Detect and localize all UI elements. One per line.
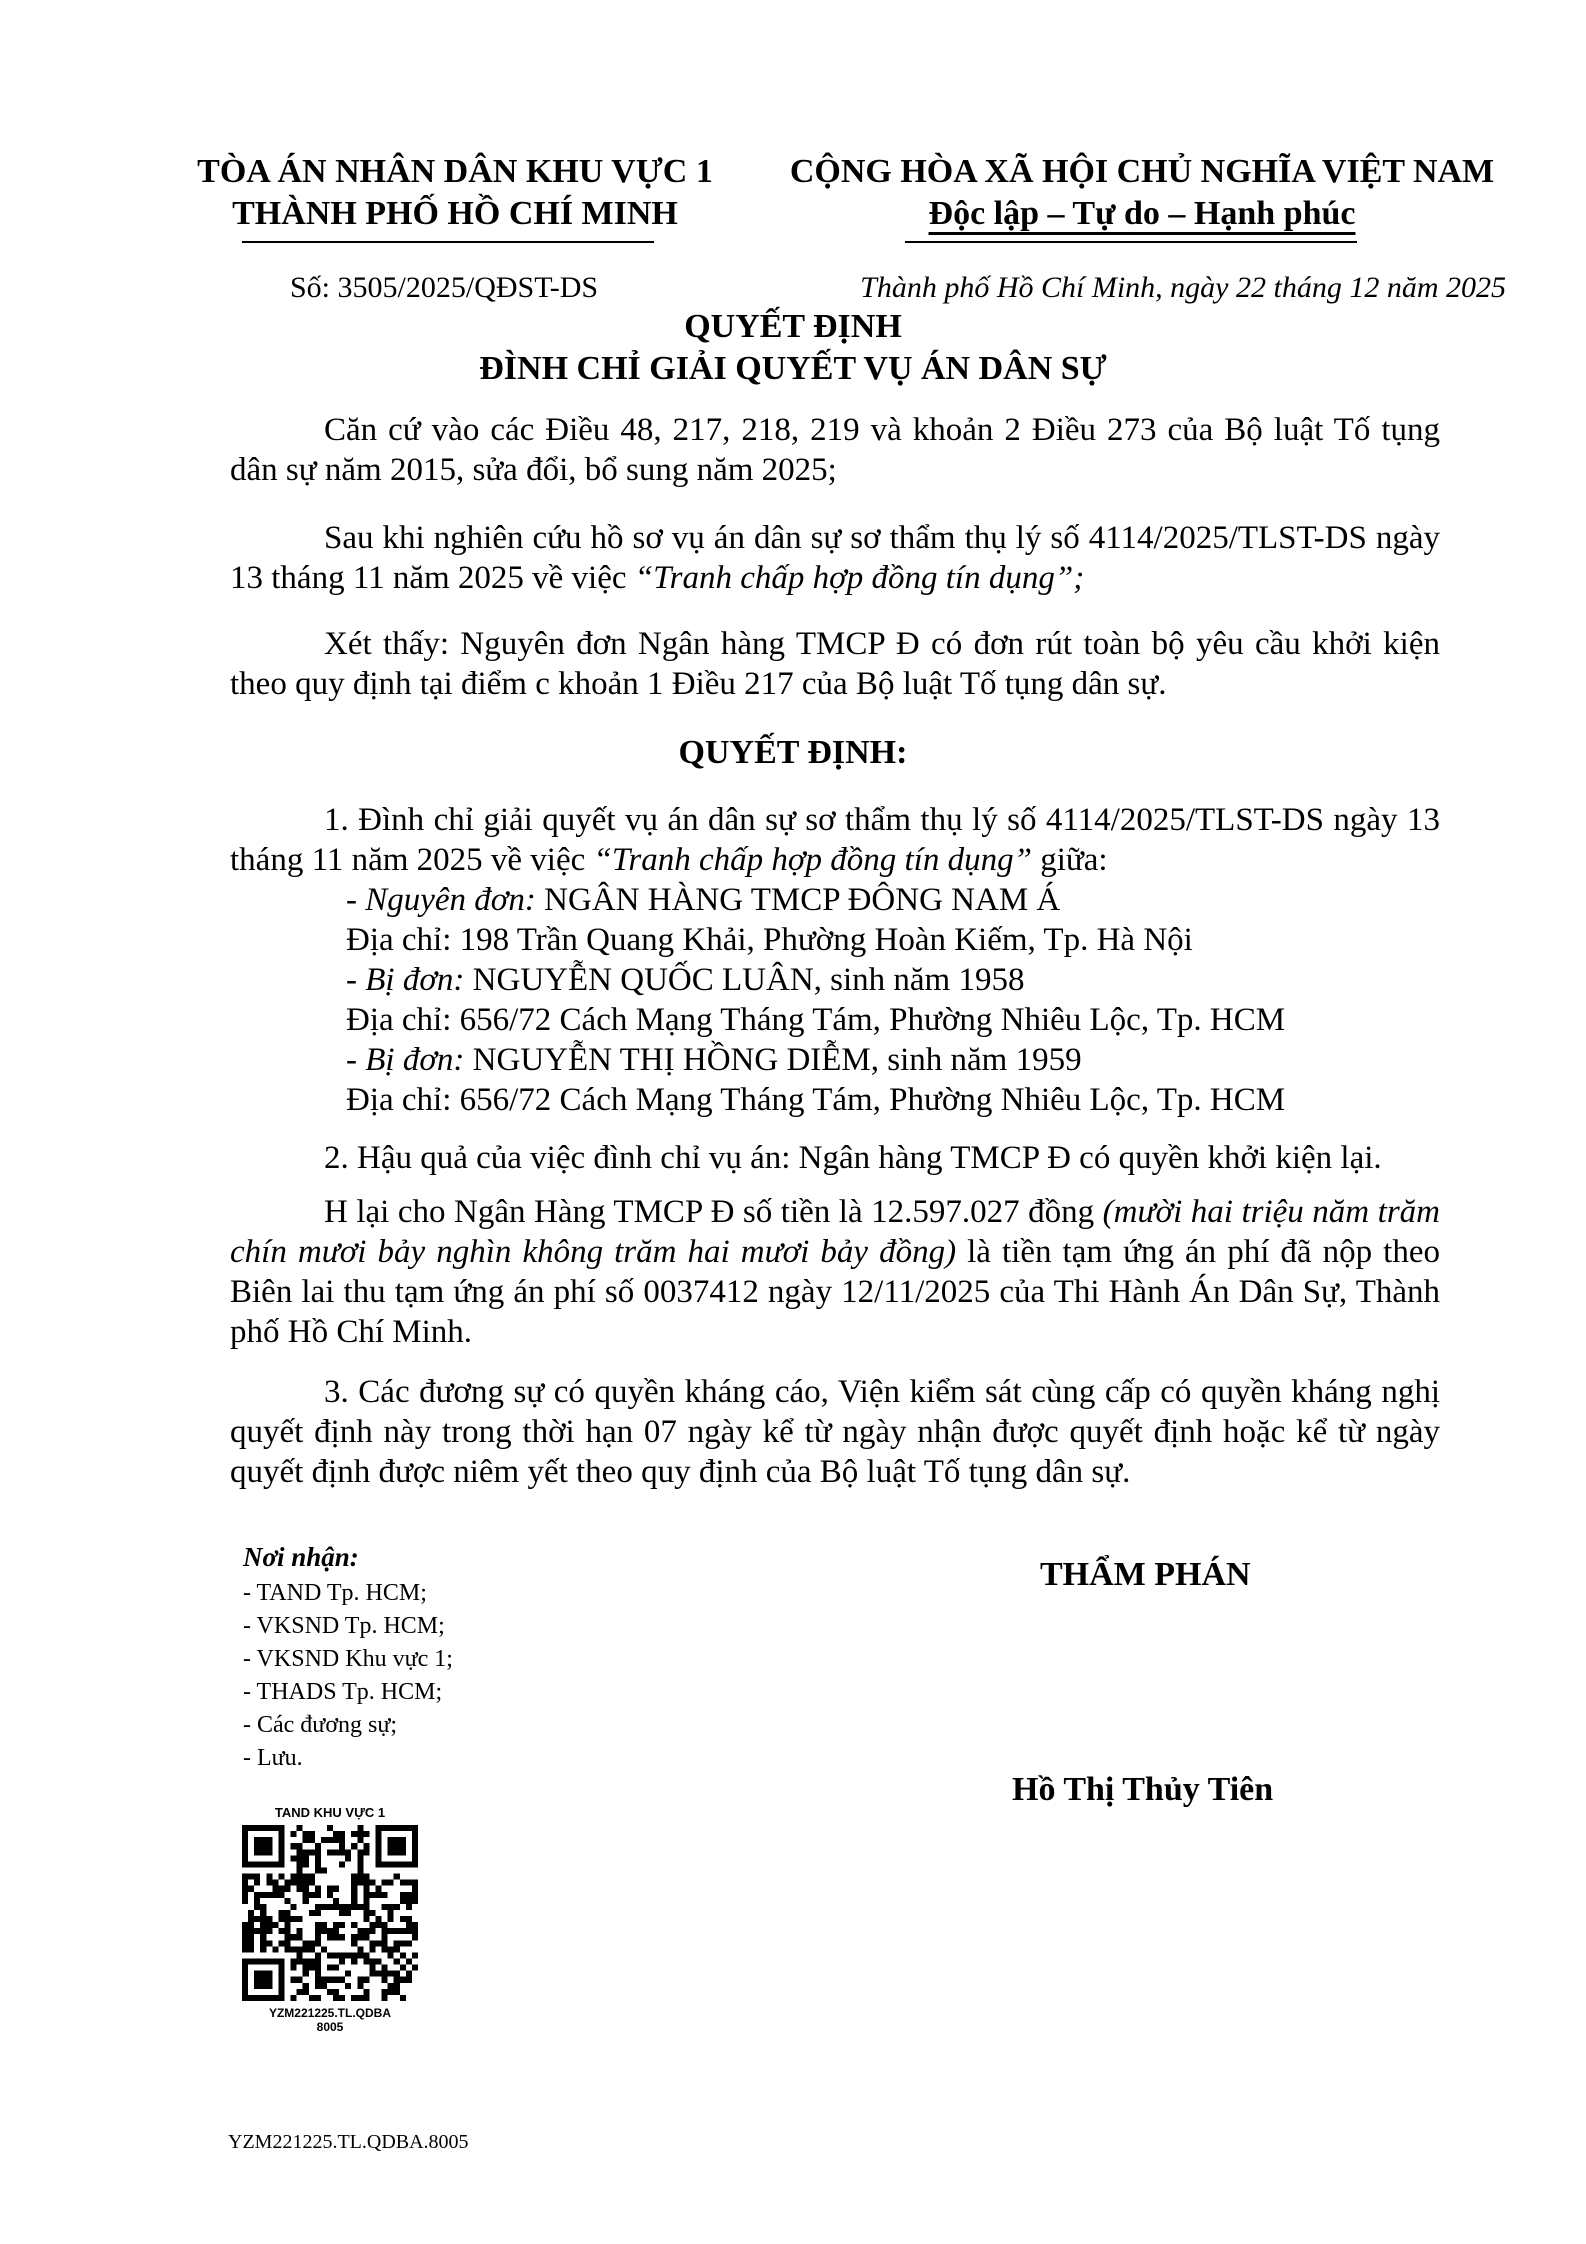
consideration-text: Xét thấy: Nguyên đơn Ngân hàng TMCP Đ có đơn rút toàn bộ yêu cầu khởi kiện theo quy định tại điểm c khoản 1 Điều 217 của Bộ luật Tố tụng dân sự. xyxy=(230,626,1440,702)
plaintiff-label: - Nguyên đơn: xyxy=(346,882,536,918)
plaintiff-line xyxy=(346,880,1060,920)
defendant-2-label: - Bị đơn: xyxy=(346,1042,465,1078)
recipient-item: - TAND Tp. HCM; xyxy=(243,1580,427,1606)
motto-underline xyxy=(905,241,1357,243)
recipients-heading: Nơi nhận: xyxy=(243,1542,359,1572)
consideration-paragraph xyxy=(230,624,1440,704)
recipient-item: - VKSND Khu vực 1; xyxy=(243,1646,453,1672)
defendant-1-name: NGUYỄN QUỐC LUÂN, sinh năm 1958 xyxy=(464,962,1025,998)
qr-caption-bottom-2: 8005 xyxy=(316,2020,344,2034)
court-underline xyxy=(242,241,654,243)
footer-document-code: YZM221225.TL.QDBA.8005 xyxy=(228,2131,469,2153)
decision-item-3 xyxy=(230,1372,1440,1492)
legal-basis-paragraph xyxy=(230,410,1440,490)
recipient-item: - Lưu. xyxy=(243,1745,303,1771)
recipient-item: - THADS Tp. HCM; xyxy=(243,1679,443,1705)
decision-item-1-suffix: giữa: xyxy=(1031,842,1108,878)
court-name-line1: TÒA ÁN NHÂN DÂN KHU VỰC 1 xyxy=(197,153,713,190)
defendant-1-line xyxy=(346,960,1024,1000)
document-subtitle: ĐÌNH CHỈ GIẢI QUYẾT VỤ ÁN DÂN SỰ xyxy=(479,350,1107,387)
plaintiff-name: NGÂN HÀNG TMCP ĐÔNG NAM Á xyxy=(535,882,1061,918)
legal-basis-text: Căn cứ vào các Điều 48, 217, 218, 219 và khoản 2 Điều 273 của Bộ luật Tố tụng dân sự năm 2015, sửa đổi, bổ sung năm 2025; xyxy=(230,412,1440,488)
decision-item-1-text: 1. Đình chỉ giải quyết vụ án dân sự sơ thẩm thụ lý số 4114/2025/TLST-DS ngày 13 tháng 11 năm 2025 về việc xyxy=(230,802,1440,878)
signer-name: Hồ Thị Thủy Tiên xyxy=(1012,1771,1274,1808)
defendant-2-line xyxy=(346,1040,1082,1080)
defendant-1-address: Địa chỉ: 656/72 Cách Mạng Tháng Tám, Phường Nhiêu Lộc, Tp. HCM xyxy=(346,1002,1286,1038)
plaintiff-address: Địa chỉ: 198 Trần Quang Khải, Phường Hoàn Kiếm, Tp. Hà Nội xyxy=(346,922,1193,958)
recipient-item: - VKSND Tp. HCM; xyxy=(243,1613,445,1639)
document-number: Số: 3505/2025/QĐST-DS xyxy=(290,271,599,304)
defendant-2-name: NGUYỄN THỊ HỒNG DIỄM, sinh năm 1959 xyxy=(464,1042,1082,1078)
nation-motto: Độc lập – Tự do – Hạnh phúc xyxy=(928,195,1356,232)
decision-item-3-text: 3. Các đương sự có quyền kháng cáo, Viện kiểm sát cùng cấp có quyền kháng nghị quyết định này trong thời hạn 07 ngày kể từ ngày nhận được quyết định hoặc kể từ ngày quyết định được niêm yết theo quy định của Bộ luật Tố tụng dân sự. xyxy=(230,1374,1440,1490)
nation-title: CỘNG HÒA XÃ HỘI CHỦ NGHĨA VIỆT NAM xyxy=(789,153,1495,190)
refund-paragraph xyxy=(230,1192,1440,1352)
defendant-2-address: Địa chỉ: 656/72 Cách Mạng Tháng Tám, Phường Nhiêu Lộc, Tp. HCM xyxy=(346,1082,1286,1118)
qr-caption-bottom-1: YZM221225.TL.QDBA xyxy=(268,2006,392,2020)
decision-item-1 xyxy=(230,800,1440,880)
refund-text-rest: là tiền tạm ứng án phí đã nộp theo Biên lai thu tạm ứng án phí số 0037412 ngày 12/11/2025 của Thi Hành Án Dân Sự, Thành phố Hồ Chí Minh. xyxy=(230,1234,1440,1350)
signer-role: THẨM PHÁN xyxy=(1040,1556,1251,1593)
document-title: QUYẾT ĐỊNH xyxy=(684,308,902,345)
decision-item-2 xyxy=(230,1138,1440,1178)
qr-code-icon xyxy=(242,1825,418,2001)
case-type-text: “Tranh chấp hợp đồng tín dụng”; xyxy=(634,560,1085,596)
recipient-item: - Các đương sự; xyxy=(243,1712,398,1738)
court-name-line2: THÀNH PHỐ HỒ CHÍ MINH xyxy=(232,195,678,232)
decision-item-2-text: 2. Hậu quả của việc đình chỉ vụ án: Ngân hàng TMCP Đ có quyền khởi kiện lại. xyxy=(324,1140,1382,1176)
refund-amount-words: (mười hai triệu năm trăm chín mươi bảy nghìn không trăm hai mươi bảy đồng) xyxy=(230,1194,1440,1270)
refund-text: H lại cho Ngân Hàng TMCP Đ số tiền là 12.597.027 đồng xyxy=(324,1194,1103,1230)
decision-item-1-case-type: “Tranh chấp hợp đồng tín dụng” xyxy=(593,842,1032,878)
case-review-text: Sau khi nghiên cứu hồ sơ vụ án dân sự sơ thẩm thụ lý số 4114/2025/TLST-DS ngày 13 tháng 11 năm 2025 về việc xyxy=(230,520,1440,596)
defendant-1-label: - Bị đơn: xyxy=(346,962,465,998)
case-review-paragraph xyxy=(230,518,1440,598)
qr-caption-top: TAND KHU VỰC 1 xyxy=(274,1805,386,1820)
place-and-date: Thành phố Hồ Chí Minh, ngày 22 tháng 12 năm 2025 xyxy=(860,271,1506,304)
decision-heading: QUYẾT ĐỊNH: xyxy=(678,734,908,771)
